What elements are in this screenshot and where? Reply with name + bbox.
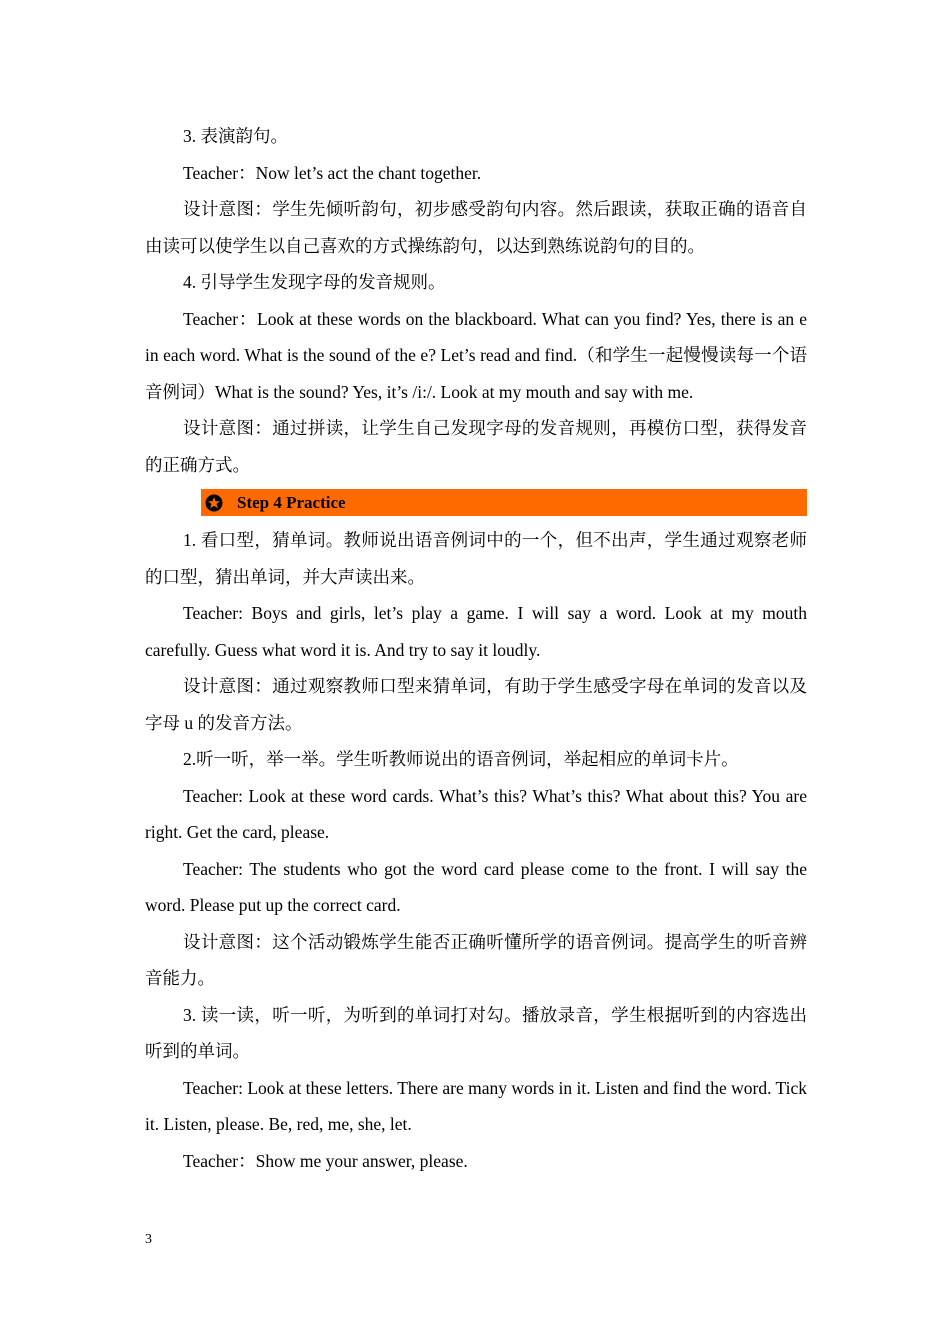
paragraph: 2.听一听，举一举。学生听教师说出的语音例词，举起相应的单词卡片。 (183, 749, 739, 769)
paragraph: Teacher：Show me your answer, please. (183, 1150, 468, 1171)
paragraph: Teacher：Look at these words on the blackboard. What can you find? Yes, there is an e in each word. What is the sound of the e? Let’s read and find.（和学生一起慢慢读每一个语音例词）What is the sound? Yes, it’s /i:/. Look at my mouth and say with me. (145, 308, 807, 402)
paragraph: Teacher: Look at these word cards. What’s this? What’s this? What about this? You are right. Get the card, please. (145, 785, 807, 842)
step-banner (201, 489, 807, 516)
paragraph: 设计意图：通过拼读，让学生自己发现字母的发音规则，再模仿口型，获得发音的正确方式。 (145, 418, 807, 475)
paragraph: 设计意图：通过观察教师口型来猜单词，有助于学生感受字母在单词的发音以及字母 u 的发音方法。 (145, 676, 807, 733)
paragraph: Teacher: Look at these letters. There are many words in it. Listen and find the word. Tick it. Listen, please. Be, red, me, she, let. (145, 1077, 807, 1134)
paragraph: 设计意图：学生先倾听韵句，初步感受韵句内容。然后跟读，获取正确的语音自由读可以使学生以自己喜欢的方式操练韵句，以达到熟练说韵句的目的。 (145, 199, 807, 256)
paragraph: 3. 读一读，听一听，为听到的单词打对勾。播放录音，学生根据听到的内容选出听到的单词。 (145, 1004, 807, 1061)
paragraph: Teacher: Boys and girls, let’s play a game. I will say a word. Look at my mouth carefully. Guess what word it is. And try to say it loudly. (145, 603, 807, 660)
paragraph: 设计意图：这个活动锻炼学生能否正确听懂所学的语音例词。提高学生的听音辨音能力。 (145, 931, 807, 988)
star-circle-icon (205, 494, 223, 512)
step-banner-label: Step 4 Practice (237, 492, 346, 512)
paragraph: Teacher：Now let’s act the chant together. (183, 162, 482, 183)
paragraph: 3. 表演韵句。 (183, 126, 288, 146)
page-number: 3 (145, 1232, 152, 1247)
paragraph: 4. 引导学生发现字母的发音规则。 (183, 272, 446, 292)
document-body (145, 118, 807, 1179)
section-after (145, 522, 807, 1179)
paragraph: 1. 看口型，猜单词。教师说出语音例词中的一个，但不出声，学生通过观察老师的口型，猜出单词，并大声读出来。 (145, 530, 807, 587)
section-before (145, 118, 807, 483)
paragraph: Teacher: The students who got the word card please come to the front. I will say the word. Please put up the correct card. (145, 858, 807, 915)
